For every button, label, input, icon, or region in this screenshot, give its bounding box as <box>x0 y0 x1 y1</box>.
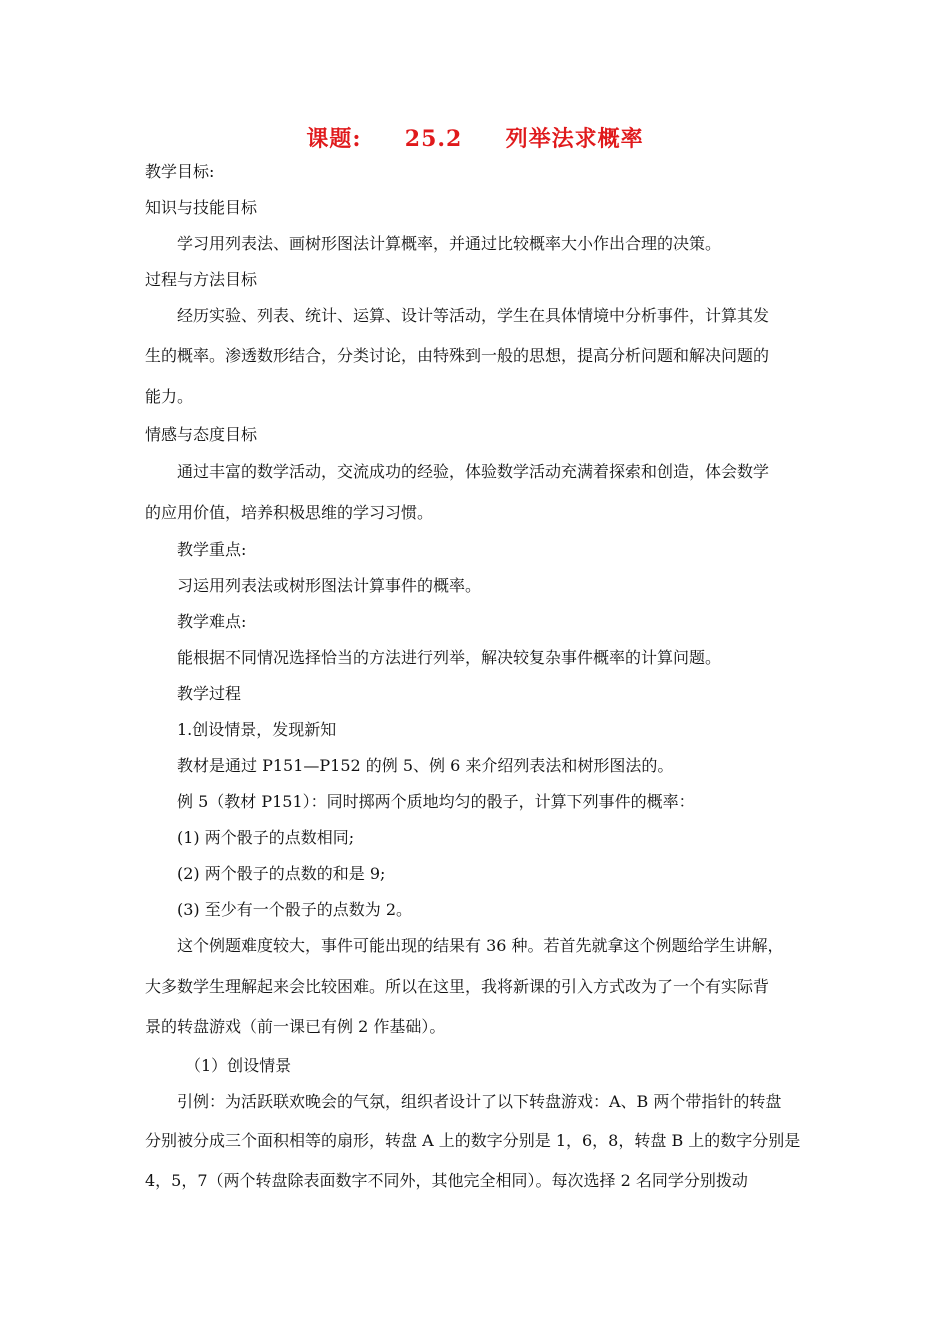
heading-key-points: 教学重点: <box>177 540 247 559</box>
paragraph-line: 大多数学生理解起来会比较困难。所以在这里，我将新课的引入方式改为了一个有实际背 <box>145 977 770 996</box>
heading-teaching-process: 教学过程 <box>177 684 242 703</box>
paragraph-line: 通过丰富的数学活动，交流成功的经验，体验数学活动充满着探索和创造，体会数学 <box>177 462 770 481</box>
paragraph-line: 分别被分成三个面积相等的扇形，转盘 A 上的数字分别是 1，6，8，转盘 B 上的数字分别是 <box>145 1131 801 1150</box>
list-item: (2) 两个骰子的点数的和是 9; <box>177 864 386 883</box>
paragraph-line: 习运用列表法或树形图法计算事件的概率。 <box>177 576 482 595</box>
heading-teaching-goals: 教学目标: <box>145 162 215 181</box>
list-item: (3) 至少有一个骰子的点数为 2。 <box>177 900 413 919</box>
example-line: 例 5（教材 P151）：同时掷两个质地均匀的骰子，计算下列事件的概率： <box>177 792 695 811</box>
page-title: 课题: 25.2 列举法求概率 <box>306 126 644 152</box>
heading-knowledge-skill-goals: 知识与技能目标 <box>145 198 258 217</box>
paragraph-line: 能力。 <box>145 387 194 406</box>
list-item: (1) 两个骰子的点数相同; <box>177 828 355 847</box>
paragraph-line: 景的转盘游戏（前一课已有例 2 作基础）。 <box>145 1017 446 1036</box>
subsection-heading: （1）创设情景 <box>185 1056 292 1075</box>
paragraph-line: 这个例题难度较大，事件可能出现的结果有 36 种。若首先就拿这个例题给学生讲解， <box>177 936 784 955</box>
paragraph-line: 经历实验、列表、统计、运算、设计等活动，学生在具体情境中分析事件，计算其发 <box>177 306 770 325</box>
paragraph-line: 教材是通过 P151—P152 的例 5、例 6 来介绍列表法和树形图法的。 <box>177 756 674 775</box>
paragraph-line: 生的概率。渗透数形结合，分类讨论，由特殊到一般的思想，提高分析问题和解决问题的 <box>145 346 770 365</box>
paragraph-line: 能根据不同情况选择恰当的方法进行列举，解决较复杂事件概率的计算问题。 <box>177 648 722 667</box>
paragraph-line: 4，5，7（两个转盘除表面数字不同外，其他完全相同）。每次选择 2 名同学分别拨动 <box>145 1171 748 1190</box>
heading-process-method-goals: 过程与方法目标 <box>145 270 258 289</box>
section-heading: 1.创设情景，发现新知 <box>177 720 337 739</box>
heading-emotion-attitude-goals: 情感与态度目标 <box>145 425 258 444</box>
paragraph-line: 的应用价值，培养积极思维的学习习惯。 <box>145 503 434 522</box>
paragraph-line: 学习用列表法、画树形图法计算概率，并通过比较概率大小作出合理的决策。 <box>177 234 722 253</box>
paragraph-line: 引例：为活跃联欢晚会的气氛，组织者设计了以下转盘游戏：A、B 两个带指针的转盘 <box>177 1092 782 1111</box>
heading-difficulties: 教学难点: <box>177 612 247 631</box>
